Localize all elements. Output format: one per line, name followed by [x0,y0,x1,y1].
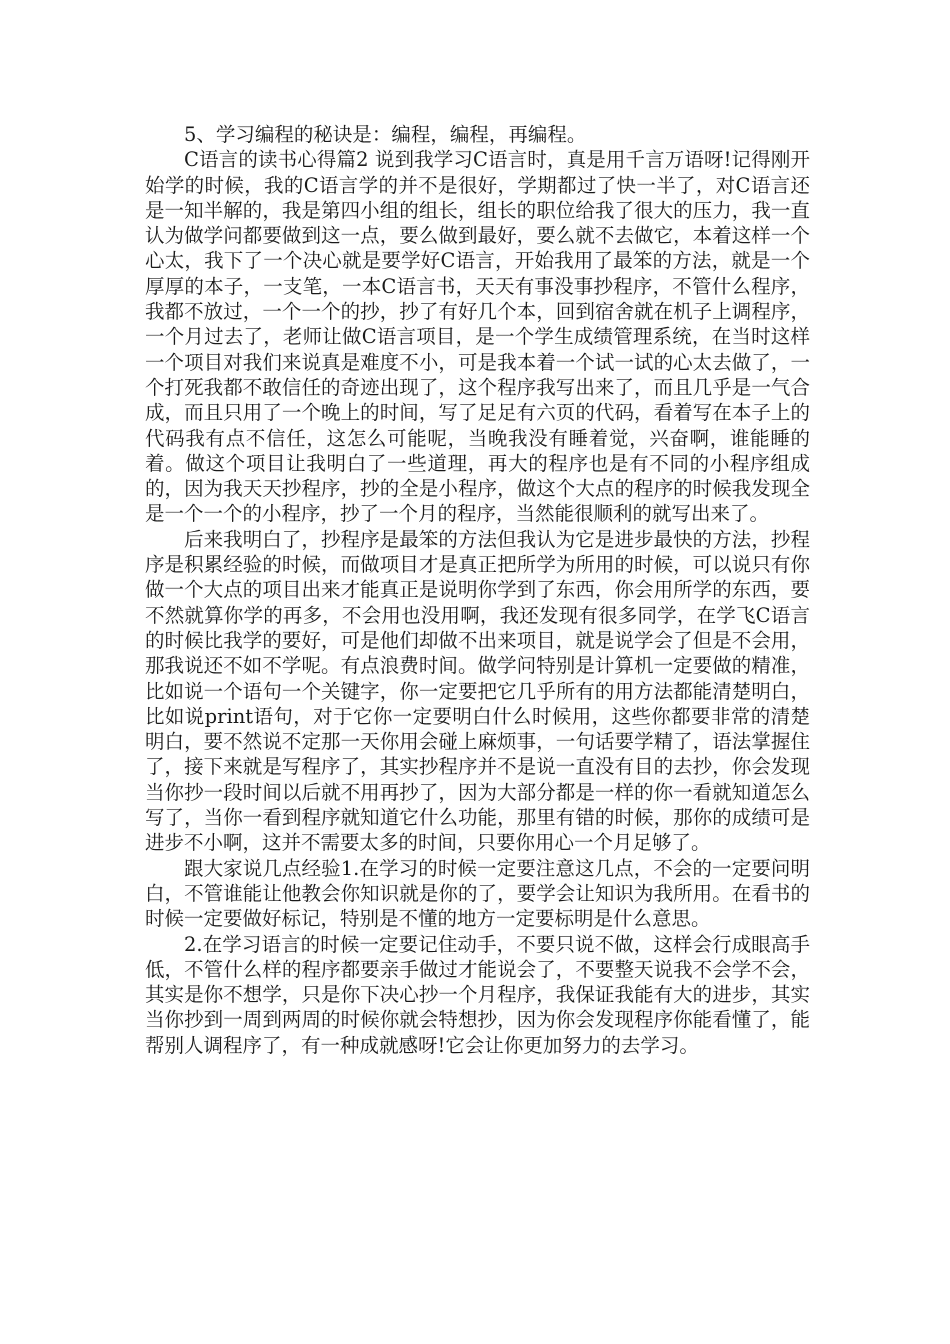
paragraph-experience-2: 2.在学习语言的时候一定要记住动手，不要只说不做，这样会行成眼高手低，不管什么样的程序都要亲手做过才能说会了，不要整天说我不会学不会，其实是你不想学，只是你下决心抄一个月程序，我保证我能有大的进步，其实当你抄到一周到两周的时候你就会特想抄，因为你会发现程序你能看懂了，能帮别人调程序了，有一种成就感呀!它会让你更加努力的去学习。 [145,932,810,1057]
paragraph-reading-notes-intro: C语言的读书心得篇2 说到我学习C语言时，真是用千言万语呀!记得刚开始学的时候，我的C语言学的并不是很好，学期都过了快一半了，对C语言还是一知半解的，我是第四小组的组长，组长的职位给我了很大的压力，我一直认为做学问都要做到这一点，要么做到最好，要么就不去做它，本着这样一个心太，我下了一个决心就是要学好C语言，开始我用了最笨的方法，就是一个厚厚的本子，一支笔，一本C语言书，天天有事没事抄程序，不管什么程序，我都不放过，一个一个的抄，抄了有好几个本，回到宿舍就在机子上调程序，一个月过去了，老师让做C语言项目，是一个学生成绩管理系统，在当时这样一个项目对我们来说真是难度不小，可是我本着一个试一试的心太去做了，一个打死我都不敢信任的奇迹出现了，这个程序我写出来了，而且几乎是一气合成，而且只用了一个晚上的时间，写了足足有六页的代码，看着写在本子上的代码我有点不信任，这怎么可能呢，当晚我没有睡着觉，兴奋啊，谁能睡的着。做这个项目让我明白了一些道理，再大的程序也是有不同的小程序组成的，因为我天天抄程序，抄的全是小程序，做这个大点的程序的时候我发现全是一个一个的小程序，抄了一个月的程序，当然能很顺利的就写出来了。 [145,148,810,526]
paragraph-copying-programs: 后来我明白了，抄程序是最笨的方法但我认为它是进步最快的方法，抄程序是积累经验的时候，而做项目才是真正把所学为所用的时候，可以说只有你做一个大点的项目出来才能真正是说明你学到了东西，你会用所学的东西，要不然就算你学的再多，不会用也没用啊，我还发现有很多同学，在学飞C语言的时候比我学的要好，可是他们却做不出来项目，就是说学会了但是不会用，那我说还不如不学呢。有点浪费时间。做学问特别是计算机一定要做的精准，比如说一个语句一个关键字，你一定要把它几乎所有的用方法都能清楚明白，比如说print语句，对于它你一定要明白什么时候用，这些你都要非常的清楚明白，要不然说不定那一天你用会碰上麻烦事，一句话要学精了，语法掌握住了，接下来就是写程序了，其实抄程序并不是说一直没有目的去抄，你会发现当你抄一段时间以后就不用再抄了，因为大部分都是一样的你一看就知道怎么写了，当你一看到程序就知道它什么功能，那里有错的时候，那你的成绩可是进步不小啊，这并不需要太多的时间，只要你用心一个月足够了。 [145,527,810,855]
paragraph-experience-1: 跟大家说几点经验1.在学习的时候一定要注意这几点，不会的一定要问明白，不管谁能让他教会你知识就是你的了，要学会让知识为我所用。在看书的时候一定要做好标记，特别是不懂的地方一定要标明是什么意思。 [145,856,810,931]
paragraph-tip-5: 5、学习编程的秘诀是：编程，编程，再编程。 [184,123,587,146]
document-page [145,122,810,1058]
